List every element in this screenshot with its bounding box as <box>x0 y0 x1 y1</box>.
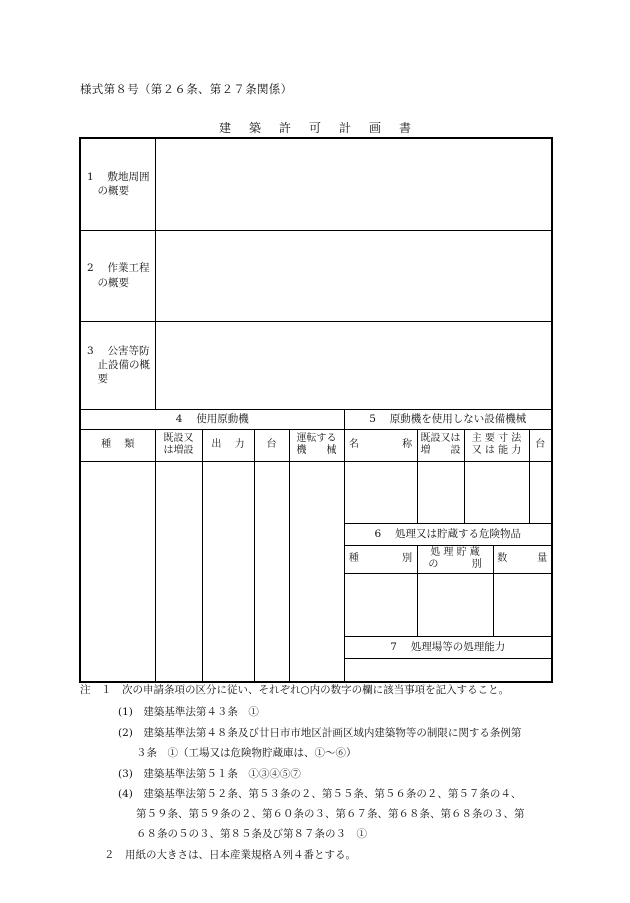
application-form-table <box>79 137 553 683</box>
col-existing-or-added-2: 既設又は 増 設 <box>417 429 464 461</box>
hazard-type-field[interactable] <box>344 573 417 636</box>
equipment-dimensions-field[interactable] <box>464 461 529 523</box>
section-1-label: 1 敷地周囲 の概要 <box>80 138 155 230</box>
col-driven-machine: 運転する 機 械 <box>289 429 344 461</box>
site-surroundings-field[interactable] <box>155 138 552 230</box>
note-item-4-cont-1: 第５９条、第５９条の２、第６０条の３、第６７条、第６８条、第６８条の３、第 <box>136 808 525 820</box>
motor-output-field[interactable] <box>202 461 254 682</box>
section-7-header: 7 処理場等の処理能力 <box>344 636 552 658</box>
section-6-header: 6 処理又は貯蔵する危険物品 <box>344 523 552 545</box>
motor-type-field[interactable] <box>80 461 155 682</box>
col-units: 台 <box>254 429 289 461</box>
col-hazard-type: 種 別 <box>344 545 417 573</box>
title-char: 書 <box>399 121 412 135</box>
col-units-2: 台 <box>529 429 552 461</box>
section-2-label: 2 作業工程 の概要 <box>80 230 155 321</box>
note-item-4: (4) 建築基準法第５２条、第５３条の２、第５５条、第５６条の２、第５７条の４、 <box>118 788 522 800</box>
title-char: 計 <box>339 121 352 135</box>
section-4-header: 4 使用原動機 <box>80 409 344 429</box>
section-3-label: 3 公害等防 止設備の概 要 <box>80 321 155 409</box>
document-title <box>0 119 630 136</box>
col-quantity: 数 量 <box>493 545 552 573</box>
title-char: 建 <box>218 121 231 135</box>
pollution-prevention-field[interactable] <box>155 321 552 409</box>
equipment-name-field[interactable] <box>344 461 417 523</box>
title-char: 許 <box>278 121 291 135</box>
col-dimensions-capacity: 主 要 寸 法 又 は 能 力 <box>464 429 529 461</box>
note-2: ２ 用紙の大きさは、日本産業規格Ａ列４番とする。 <box>104 849 356 861</box>
title-char: 画 <box>369 121 382 135</box>
col-type: 種 類 <box>80 429 155 461</box>
processing-capacity-field[interactable] <box>344 658 552 682</box>
note-item-1: (1) 建築基準法第４３条 ① <box>118 706 259 718</box>
title-char: 可 <box>308 121 321 135</box>
col-process-or-store: 処 理 貯 蔵 の 別 <box>417 545 493 573</box>
note-item-3: (3) 建築基準法第５１条 ①③④⑤⑦ <box>118 768 301 780</box>
col-output: 出 力 <box>202 429 254 461</box>
motor-existing-field[interactable] <box>155 461 202 682</box>
hazard-process-field[interactable] <box>417 573 493 636</box>
note-item-2-cont: ３条 ①（工場又は危険物貯蔵庫は、①～⑥） <box>136 747 357 759</box>
section-5-header: 5 原動機を使用しない設備機械 <box>344 409 552 429</box>
col-name: 名 称 <box>344 429 417 461</box>
hazard-quantity-field[interactable] <box>493 573 552 636</box>
motor-units-field[interactable] <box>254 461 289 682</box>
note-item-4-cont-2: ６８条の５の３、第８５条及び第８７条の３ ① <box>136 828 367 840</box>
note-item-2: (2) 建築基準法第４８条及び廿日市市地区計画区域内建築物等の制限に関する条例第 <box>118 727 522 739</box>
equipment-units-field[interactable] <box>529 461 552 523</box>
col-existing-or-added: 既設又 は増設 <box>155 429 202 461</box>
work-process-field[interactable] <box>155 230 552 321</box>
note-1: 注 １ 次の申請条項の区分に従い、それぞれ○内の数字の欄に該当事項を記入すること。 <box>80 684 510 696</box>
form-number: 様式第８号（第２６条、第２７条関係） <box>80 82 293 96</box>
title-char: 築 <box>248 121 261 135</box>
motor-machine-field[interactable] <box>289 461 344 682</box>
equipment-existing-field[interactable] <box>417 461 464 523</box>
